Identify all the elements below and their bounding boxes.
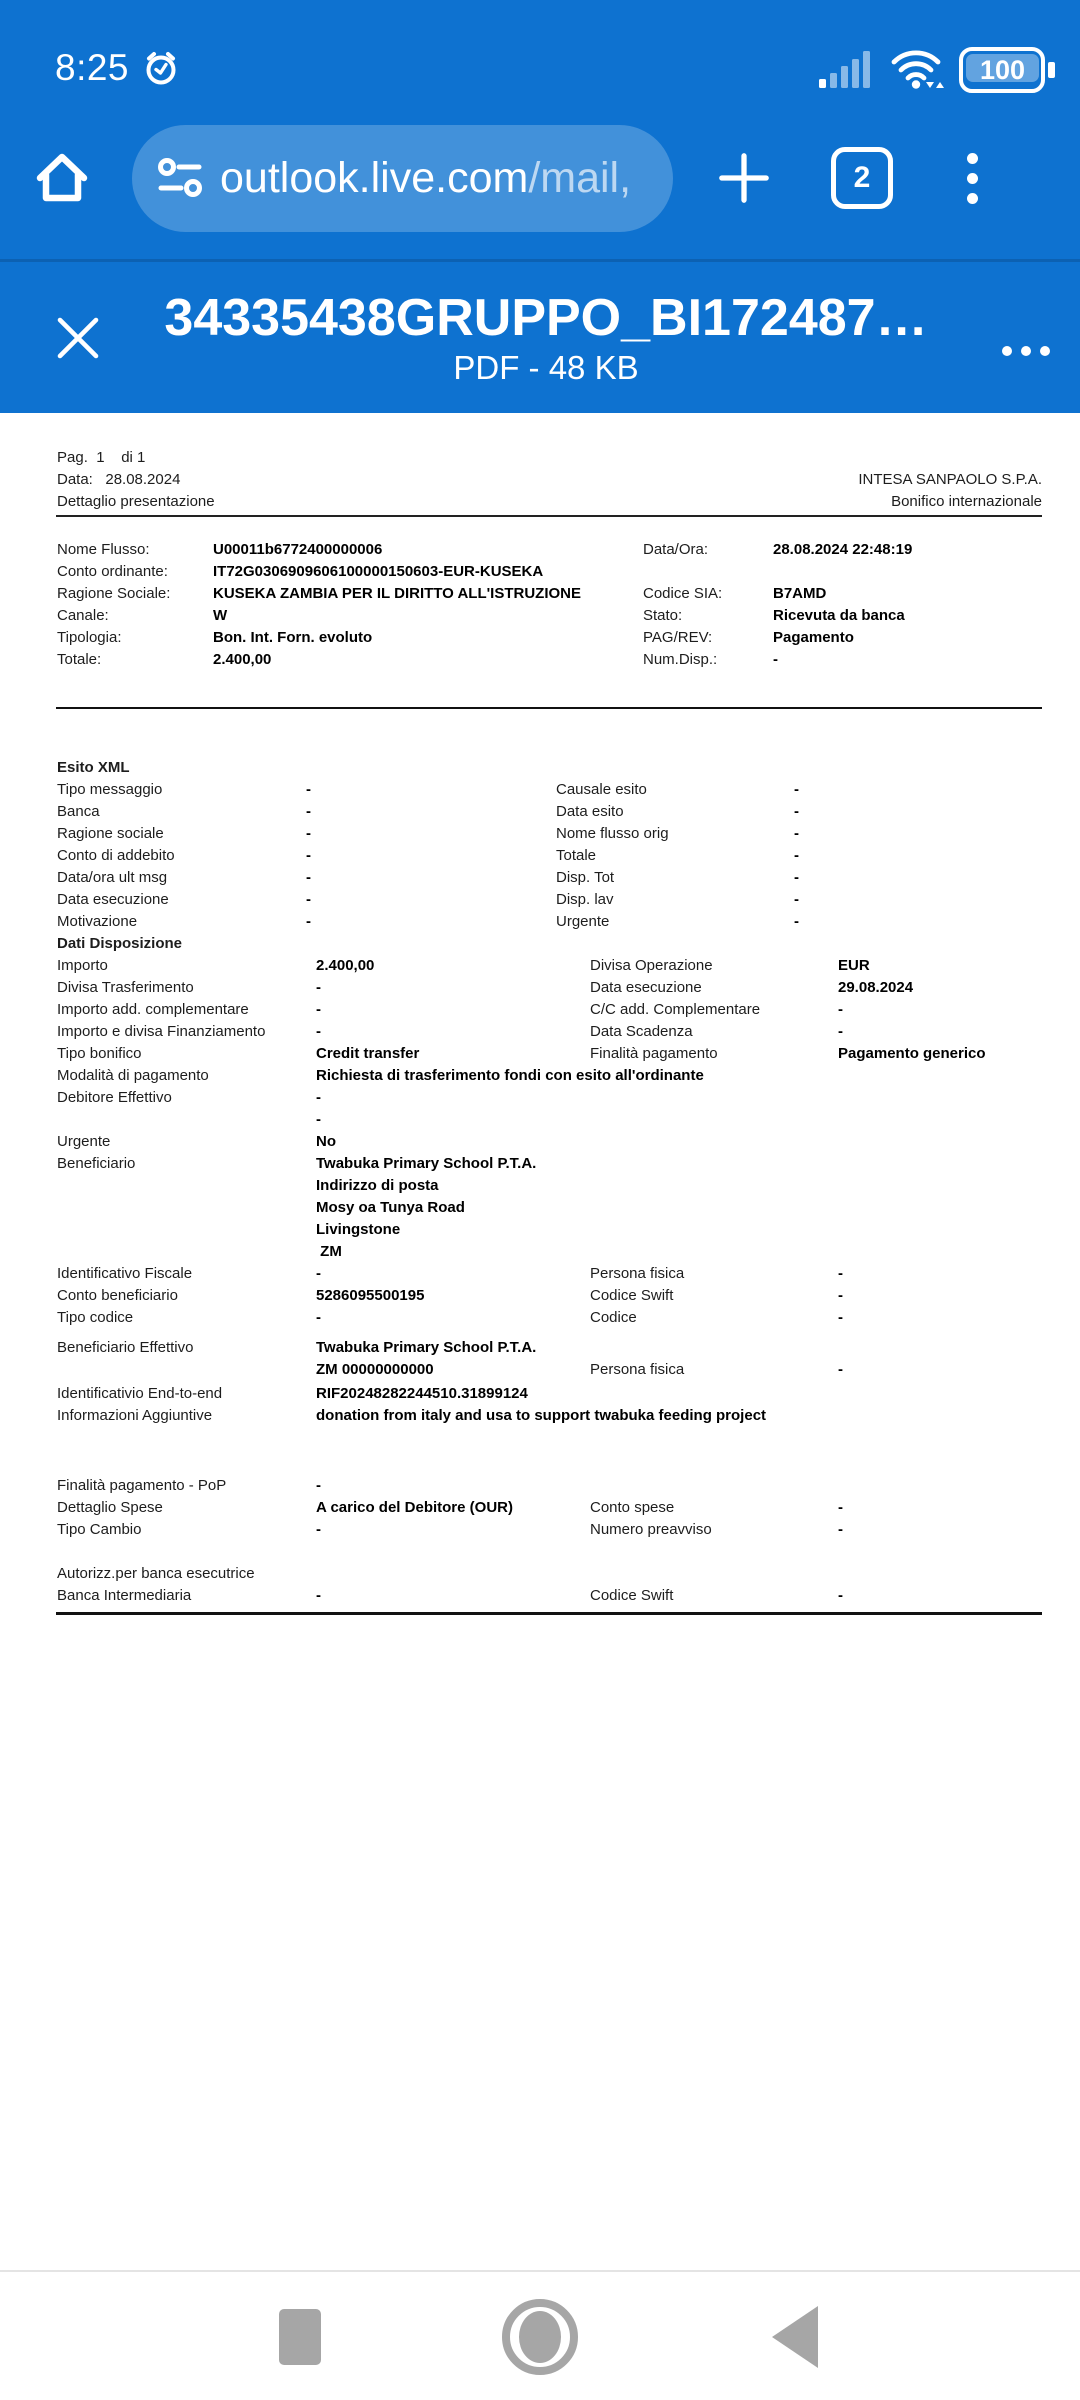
field-value: - — [838, 1587, 843, 1604]
field-value: - — [316, 1309, 321, 1326]
back-triangle-icon[interactable] — [772, 2306, 818, 2368]
field-value: - — [316, 1587, 321, 1604]
field-label: Conto di addebito — [57, 847, 175, 864]
document-row — [0, 867, 1080, 889]
kebab-menu-icon[interactable] — [967, 153, 978, 204]
home-circle-icon[interactable] — [502, 2299, 578, 2375]
battery-icon — [959, 45, 1055, 91]
field-value: 28.08.2024 22:48:19 — [773, 541, 913, 558]
battery-percent: 100 — [979, 55, 1026, 85]
field-label: Tipo bonifico — [57, 1045, 142, 1062]
field-value: - — [306, 781, 311, 798]
document-row — [0, 1337, 1080, 1359]
plus-icon[interactable] — [717, 151, 771, 205]
field-label: Data esito — [556, 803, 624, 820]
pdf-file-meta: PDF - 48 KB — [453, 348, 639, 386]
document-row — [0, 801, 1080, 823]
document-row — [0, 605, 1080, 627]
field-label: Finalità pagamento — [590, 1045, 718, 1062]
divider — [56, 1612, 1042, 1615]
field-value: Livingstone — [316, 1221, 401, 1238]
document-row — [0, 823, 1080, 845]
field-value: - — [773, 651, 778, 668]
document-row — [0, 1519, 1080, 1541]
field-label: Beneficiario — [57, 1155, 136, 1172]
browser-chrome — [0, 0, 1080, 259]
field-label: Codice — [590, 1309, 637, 1326]
document-row — [0, 583, 1080, 605]
field-value: Mosy oa Tunya Road — [316, 1199, 465, 1216]
field-value: - — [316, 1023, 321, 1040]
document-row — [0, 1563, 1080, 1585]
field-label: C/C add. Complementare — [590, 1001, 761, 1018]
field-value: Richiesta di trasferimento fondi con esito all'ordinante — [316, 1067, 704, 1084]
field-value: - — [838, 1265, 843, 1282]
document-row — [0, 845, 1080, 867]
field-value: - — [306, 825, 311, 842]
field-label: Canale: — [57, 607, 109, 624]
document-row — [0, 1219, 1080, 1241]
pdf-page[interactable] — [0, 413, 1080, 2270]
document-row — [0, 1131, 1080, 1153]
document-header — [0, 413, 1080, 513]
field-label: Codice SIA: — [643, 585, 723, 602]
tune-icon — [156, 156, 204, 200]
field-value: - — [316, 1001, 321, 1018]
pdf-filename: 34335438GRUPPO_BI172487… — [164, 288, 928, 347]
page-number: Pag. 1 di 1 — [57, 449, 146, 466]
field-value: 2.400,00 — [213, 651, 272, 668]
document-row — [0, 889, 1080, 911]
url-host: outlook.live.com — [220, 153, 529, 202]
field-label: Ragione sociale — [57, 825, 164, 842]
field-label: Autorizz.per banca esecutrice — [57, 1565, 255, 1582]
document-row — [0, 1109, 1080, 1131]
document-row — [0, 649, 1080, 671]
wifi-icon — [889, 45, 945, 91]
document-row — [0, 1383, 1080, 1405]
field-value: - — [794, 913, 799, 930]
field-value: - — [838, 1521, 843, 1538]
section-dati-disposizione — [0, 933, 1080, 1607]
field-value: KUSEKA ZAMBIA PER IL DIRITTO ALL'ISTRUZIONE — [213, 585, 582, 602]
field-label: Codice Swift — [590, 1587, 674, 1604]
signal-strength-icon — [819, 46, 875, 90]
field-value: - — [306, 869, 311, 886]
field-label: Data/ora ult msg — [57, 869, 168, 886]
field-value: 5286095500195 — [316, 1287, 425, 1304]
ellipsis-menu-icon[interactable] — [990, 320, 1050, 356]
field-label: Urgente — [556, 913, 610, 930]
document-type: Bonifico internazionale — [891, 493, 1042, 510]
document-row — [0, 1307, 1080, 1329]
pdf-title-block — [102, 289, 990, 387]
url-text — [220, 154, 631, 203]
section-title: Dati Disposizione — [57, 935, 183, 952]
field-value: B7AMD — [773, 585, 827, 602]
field-label: Codice Swift — [590, 1287, 674, 1304]
field-label: Stato: — [643, 607, 683, 624]
field-value: - — [316, 979, 321, 996]
field-value: - — [306, 803, 311, 820]
field-label: Dettaglio Spese — [57, 1499, 163, 1516]
field-value: Ricevuta da banca — [773, 607, 905, 624]
field-label: Nome flusso orig — [556, 825, 669, 842]
field-label: Identificativio End-to-end — [57, 1385, 223, 1402]
document-row — [0, 561, 1080, 583]
field-value: Indirizzo di posta — [316, 1177, 439, 1194]
document-row — [0, 977, 1080, 999]
field-label: Disp. lav — [556, 891, 614, 908]
field-label: Beneficiario Effettivo — [57, 1339, 194, 1356]
alarm-icon — [141, 48, 181, 88]
field-value: 2.400,00 — [316, 957, 375, 974]
document-row — [0, 1405, 1080, 1427]
android-nav-bar — [0, 2270, 1080, 2400]
field-value: - — [794, 869, 799, 886]
document-row — [0, 1087, 1080, 1109]
field-value: - — [794, 781, 799, 798]
document-row — [0, 1197, 1080, 1219]
recents-square-icon[interactable] — [279, 2309, 321, 2365]
field-value: ZM — [316, 1243, 342, 1260]
document-row — [0, 1497, 1080, 1519]
field-label: Divisa Operazione — [590, 957, 713, 974]
field-label: Conto ordinante: — [57, 563, 168, 580]
field-value: Bon. Int. Forn. evoluto — [213, 629, 373, 646]
document-row — [0, 1043, 1080, 1065]
field-label: Identificativo Fiscale — [57, 1265, 193, 1282]
field-value: 29.08.2024 — [838, 979, 914, 996]
field-value: - — [316, 1265, 321, 1282]
field-value: RIF20248282244510.31899124 — [316, 1385, 528, 1402]
section-title: Esito XML — [57, 759, 130, 776]
document-row — [0, 1065, 1080, 1087]
url-path: /mail, — [528, 153, 632, 202]
document-row — [0, 1241, 1080, 1263]
document-row — [0, 1359, 1080, 1381]
field-label: Debitore Effettivo — [57, 1089, 172, 1106]
presentation-label: Dettaglio presentazione — [57, 493, 215, 510]
document-date: Data: 28.08.2024 — [57, 471, 181, 488]
field-value: - — [794, 803, 799, 820]
document-row — [0, 627, 1080, 649]
field-value: - — [838, 1361, 843, 1378]
document-row — [0, 779, 1080, 801]
field-value: - — [306, 913, 311, 930]
field-value: U00011b6772400000006 — [213, 541, 383, 558]
section-summary — [0, 539, 1080, 671]
field-label: Tipologia: — [57, 629, 122, 646]
field-label: Motivazione — [57, 913, 138, 930]
status-bar — [0, 36, 1080, 100]
field-label: Totale: — [57, 651, 102, 668]
field-value: - — [794, 847, 799, 864]
field-label: Banca — [57, 803, 100, 820]
home-icon[interactable] — [30, 146, 94, 210]
field-label: Conto beneficiario — [57, 1287, 178, 1304]
divider — [56, 707, 1042, 709]
field-value: - — [838, 1309, 843, 1326]
field-value: - — [794, 891, 799, 908]
field-label: Tipo Cambio — [57, 1521, 142, 1538]
field-label: Data esecuzione — [57, 891, 169, 908]
field-label: Totale — [556, 847, 597, 864]
clock-time: 8:25 — [55, 47, 130, 88]
field-label: Numero preavviso — [590, 1521, 712, 1538]
field-value: Twabuka Primary School P.T.A. — [316, 1155, 537, 1172]
field-value: - — [316, 1521, 321, 1538]
field-value: A carico del Debitore (OUR) — [316, 1499, 513, 1516]
field-label: Importo add. complementare — [57, 1001, 249, 1018]
field-label: Ragione Sociale: — [57, 585, 171, 602]
document-row — [0, 1021, 1080, 1043]
field-value: - — [316, 1477, 321, 1494]
field-label: Urgente — [57, 1133, 111, 1150]
browser-toolbar — [0, 118, 1080, 238]
field-label: Informazioni Aggiuntive — [57, 1407, 213, 1424]
field-value: W — [213, 607, 228, 624]
tab-count: 2 — [853, 161, 871, 194]
field-value: No — [316, 1133, 336, 1150]
field-label: Causale esito — [556, 781, 647, 798]
document-row — [0, 1175, 1080, 1197]
field-value: - — [838, 1287, 843, 1304]
field-value: - — [306, 891, 311, 908]
field-value: - — [838, 1001, 843, 1018]
bank-name: INTESA SANPAOLO S.P.A. — [858, 471, 1042, 488]
document-row — [0, 1475, 1080, 1497]
field-label: Importo — [57, 957, 108, 974]
field-value: IT72G0306909606100000150603-EUR-KUSEKA — [213, 563, 544, 580]
status-icons — [819, 45, 1055, 91]
field-value: Credit transfer — [316, 1045, 420, 1062]
field-label: Persona fisica — [590, 1361, 685, 1378]
field-label: Num.Disp.: — [643, 651, 718, 668]
field-value: - — [794, 825, 799, 842]
field-value: donation from italy and usa to support twabuka feeding project — [316, 1407, 767, 1424]
field-label: Nome Flusso: — [57, 541, 150, 558]
field-value: - — [838, 1023, 843, 1040]
field-label: Data Scadenza — [590, 1023, 693, 1040]
field-value: Twabuka Primary School P.T.A. — [316, 1339, 537, 1356]
field-value: - — [316, 1089, 321, 1106]
field-value: Pagamento generico — [838, 1045, 986, 1062]
field-value: Pagamento — [773, 629, 854, 646]
field-label: Finalità pagamento - PoP — [57, 1477, 227, 1494]
field-label: Data esecuzione — [590, 979, 702, 996]
document-row — [0, 539, 1080, 561]
document-row — [0, 1585, 1080, 1607]
field-value: - — [838, 1499, 843, 1516]
field-label: Tipo codice — [57, 1309, 134, 1326]
document-row — [0, 999, 1080, 1021]
field-label: Disp. Tot — [556, 869, 615, 886]
document-row — [0, 1263, 1080, 1285]
field-value: - — [316, 1111, 321, 1128]
field-label: PAG/REV: — [643, 629, 713, 646]
field-label: Data/Ora: — [643, 541, 709, 558]
field-label: Conto spese — [590, 1499, 675, 1516]
field-label: Importo e divisa Finanziamento — [57, 1023, 266, 1040]
document-row — [0, 1153, 1080, 1175]
tab-counter[interactable] — [831, 147, 893, 209]
close-icon[interactable] — [54, 314, 102, 362]
field-label: Tipo messaggio — [57, 781, 163, 798]
section-esito-xml — [0, 757, 1080, 933]
field-value: EUR — [838, 957, 870, 974]
field-label: Banca Intermediaria — [57, 1587, 192, 1604]
field-label: Persona fisica — [590, 1265, 685, 1282]
divider — [56, 515, 1042, 517]
document-row — [0, 911, 1080, 933]
field-value: - — [306, 847, 311, 864]
field-value: ZM 00000000000 — [316, 1361, 434, 1378]
pdf-viewer-header — [0, 259, 1080, 413]
field-label: Divisa Trasferimento — [57, 979, 194, 996]
document-row — [0, 1285, 1080, 1307]
document-row — [0, 955, 1080, 977]
field-label: Modalità di pagamento — [57, 1067, 209, 1084]
address-bar[interactable] — [132, 125, 673, 232]
